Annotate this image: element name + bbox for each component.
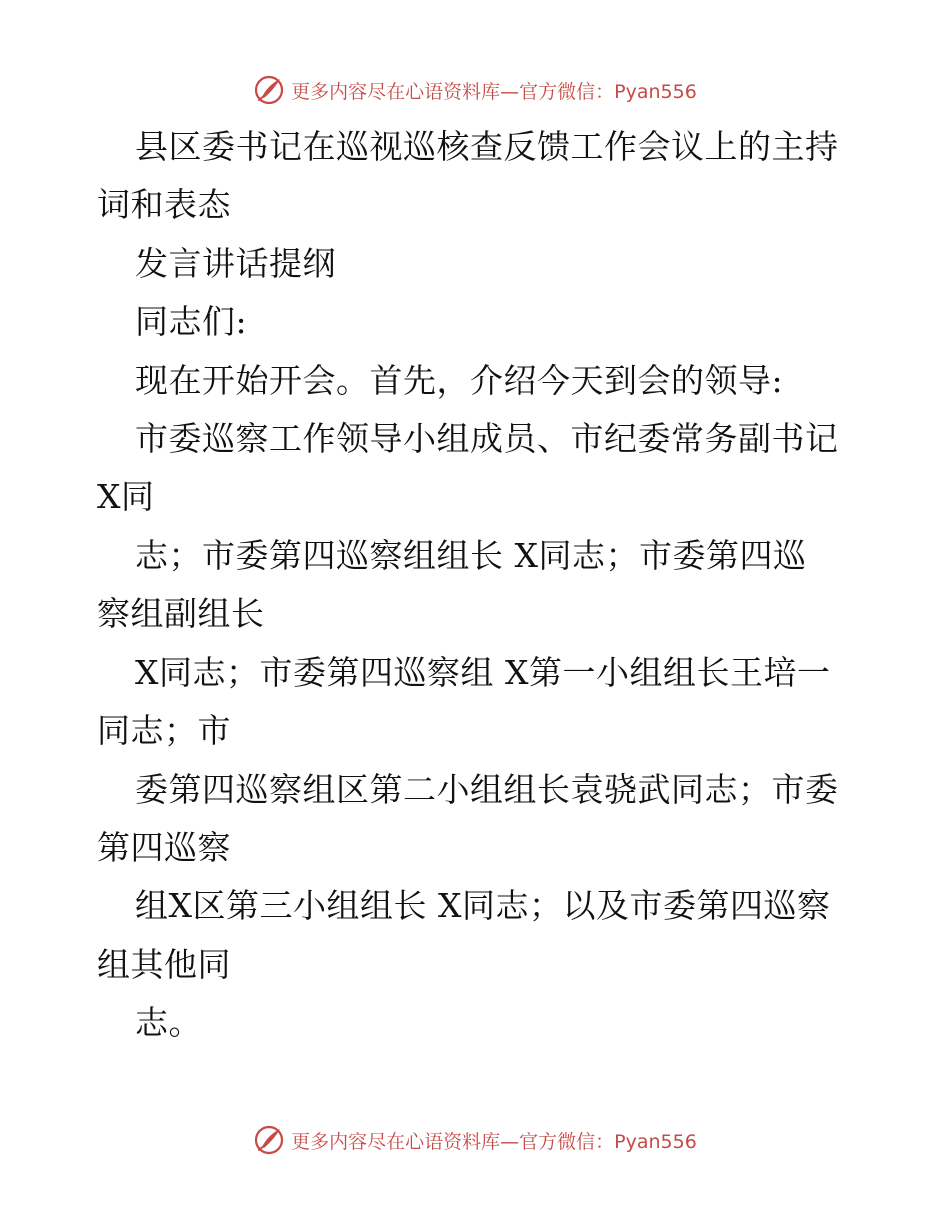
- paragraph-line: 委第四巡察组区第二小组组长袁骁武同志；市委: [135, 770, 839, 809]
- paragraph-line: 同志；市: [97, 711, 231, 750]
- title-line-1: 县区委书记在巡视巡核查反馈工作会议上的主持: [135, 127, 839, 166]
- quill-pen-logo-icon: [253, 1124, 285, 1156]
- footer-banner: [0, 1120, 950, 1160]
- paragraph-line: 市委巡察工作领导小组成员、市纪委常务副书记: [135, 419, 839, 458]
- paragraph-line: 现在开始开会。首先，介绍今天到会的领导:: [135, 361, 784, 400]
- header-banner: [0, 70, 950, 110]
- banner-text: 更多内容尽在心语资料库—官方微信：Pyan556: [291, 80, 697, 103]
- paragraph-line: 组其他同: [97, 945, 231, 984]
- title-line-2: 词和表态: [97, 185, 231, 224]
- banner-text: 更多内容尽在心语资料库—官方微信：Pyan556: [291, 1130, 697, 1153]
- paragraph-line: X同: [97, 477, 155, 516]
- paragraph-line: X同志；市委第四巡察组 X第一小组组长王培一: [135, 653, 831, 692]
- salutation-line: 同志们:: [135, 302, 248, 341]
- paragraph-line: 组X区第三小组组长 X同志；以及市委第四巡察: [135, 886, 831, 925]
- paragraph-line: 志；市委第四巡察组组长 X同志；市委第四巡: [135, 536, 807, 575]
- quill-pen-logo-icon: [253, 74, 285, 106]
- paragraph-line: 第四巡察: [97, 828, 231, 867]
- subtitle-line: 发言讲话提纲: [135, 244, 336, 283]
- paragraph-line: 志。: [135, 1003, 202, 1042]
- paragraph-line: 察组副组长: [97, 594, 265, 633]
